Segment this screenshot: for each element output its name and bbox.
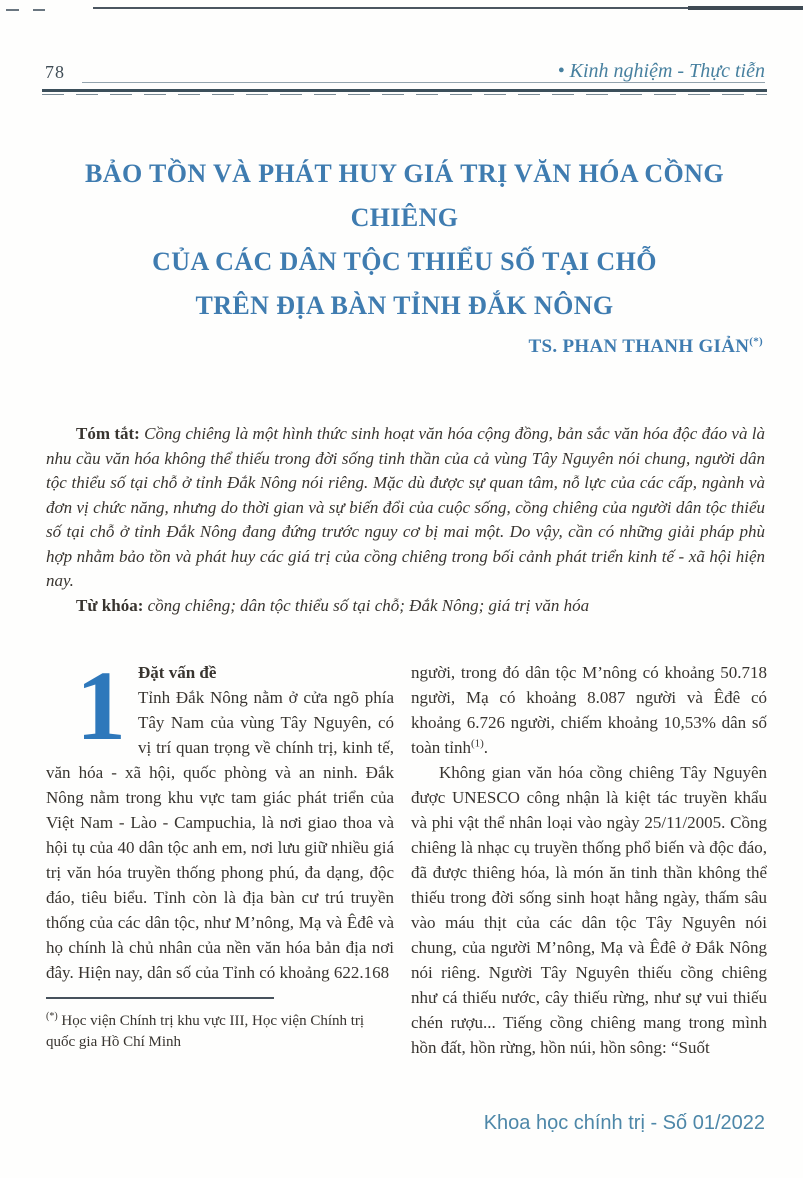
scan-artifact-dash: [6, 9, 19, 11]
right-paragraph-1: [411, 660, 767, 760]
scan-artifact-dash: [33, 9, 45, 11]
footnote-body: Học viện Chính trị khu vực III, Học viện Chính trị quốc gia Hồ Chí Minh: [46, 1013, 365, 1050]
paragraph-text: Tỉnh Đắk Nông nằm ở cửa ngõ phía Tây Nam của vùng Tây Nguyên, có vị trí quan trọng về chính trị, kinh tế, văn hóa - xã hội, quốc phòng và an ninh. Đắk Nông nằm trong khu vực tam giác phát triển của Việt Nam - Lào - Campuchia, là nơi giao thoa và hội tụ của 40 dân tộc anh em, nơi lưu giữ nhiều giá trị văn hóa truyền thống phong phú, đa dạng, độc đáo, tiêu biểu. Tỉnh còn là địa bàn cư trú truyền thống của các dân tộc, như M’nông, Mạ và Êđê và họ chính là chủ nhân của nền văn hóa bản địa nơi đây. Hiện nay, dân số của Tỉnh có khoảng 622.168: [46, 688, 394, 982]
footnote-ref-1: (1): [470, 737, 484, 750]
article-title-line: TRÊN ĐỊA BÀN TỈNH ĐẮK NÔNG: [195, 291, 614, 320]
section-heading: Đặt vấn đề: [138, 663, 217, 682]
footnote-marker: (*): [46, 1011, 58, 1022]
article-title: [38, 152, 771, 328]
abstract-paragraph: [46, 422, 765, 594]
footnote-text: [46, 1006, 394, 1053]
scan-artifact-line: [688, 6, 803, 10]
page-header: [45, 60, 765, 83]
header-rule-dashes: [42, 94, 767, 95]
footnote-block: [46, 997, 394, 1053]
paragraph-text: .: [483, 738, 489, 757]
abstract-label: Tóm tắt:: [76, 424, 140, 443]
footnote-rule: [46, 997, 274, 999]
paragraph-text: Không gian văn hóa cồng chiêng Tây Nguyên được UNESCO công nhận là kiệt tác truyền khẩu và phi vật thể nhân loại vào ngày 25/11/2005. Cồng chiêng là nhạc cụ truyền thống phổ biến và độc đáo, đã được thiêng hóa, là món ăn tinh thần không thể thiếu trong đời sống sinh hoạt hằng ngày, thấm sâu vào máu thịt của các dân tộc Tây Nguyên nói chung, của người M’nông, Mạ và Êđê ở Đắk Nông nói riêng. Người Tây Nguyên thiếu cồng chiêng như cá thiếu nước, cây thiếu rừng, như sự vui thiếu chén rượu... Tiếng cồng chiêng mang trong mình hồn đất, hồn rừng, hồn núi, hồn sông: “Suốt: [411, 763, 767, 1057]
left-column: [46, 650, 394, 1060]
left-paragraph-1: [46, 650, 394, 985]
body-columns: [46, 650, 767, 1060]
keywords-text: cồng chiêng; dân tộc thiểu số tại chỗ; Đắk Nông; giá trị văn hóa: [147, 595, 590, 615]
section-label: • Kinh nghiệm - Thực tiễn: [557, 60, 765, 82]
right-column: [411, 660, 767, 1060]
article-title-line: BẢO TỒN VÀ PHÁT HUY GIÁ TRỊ VĂN HÓA CỒNG CHIÊNG: [85, 159, 724, 232]
right-paragraph-2: [411, 760, 767, 1060]
author-line: [45, 336, 763, 358]
page-footer: [484, 1112, 765, 1135]
keywords-label: Từ khóa:: [76, 595, 144, 615]
abstract-block: [46, 422, 765, 618]
header-rule: [42, 89, 767, 92]
paragraph-text: người, trong đó dân tộc M’nông có khoảng 50.718 người, Mạ có khoảng 8.087 người và Êđê có khoảng 6.726 người, chiếm khoảng 10,53% dân số toàn tỉnh: [411, 663, 767, 757]
header-thin-rule: [82, 82, 765, 83]
abstract-text: Cồng chiêng là một hình thức sinh hoạt văn hóa cộng đồng, bản sắc văn hóa độc đáo và là nhu cầu văn hóa không thể thiếu trong đời sống tinh thần của cả vùng Tây Nguyên nói chung, người dân tộc thiểu số tại chỗ ở tỉnh Đắk Nông nói riêng. Mặc dù được sự quan tâm, nỗ lực của các cấp, ngành và đơn vị chức năng, nhưng do thời gian và sự biến đổi của cuộc sống, cồng chiêng của người dân tộc thiểu số tại chỗ ở tỉnh Đắk Nông đang đứng trước nguy cơ bị mai một. Do vậy, cần có những giải pháp phù hợp nhằm bảo tồn và phát huy các giá trị của cồng chiêng trong bối cảnh phát triển kinh tế - xã hội hiện nay.: [46, 424, 766, 590]
article-title-line: CỦA CÁC DÂN TỘC THIỂU SỐ TẠI CHỖ: [152, 247, 657, 276]
keywords-paragraph: [46, 594, 765, 619]
page-number: 78: [45, 62, 65, 82]
author-footnote-marker: (*): [749, 335, 763, 348]
section-number-dropcap: 1: [76, 650, 126, 761]
journal-issue-label: Khoa học chính trị - Số 01/2022: [483, 1112, 765, 1134]
author-name: TS. PHAN THANH GIẢN: [528, 336, 750, 357]
